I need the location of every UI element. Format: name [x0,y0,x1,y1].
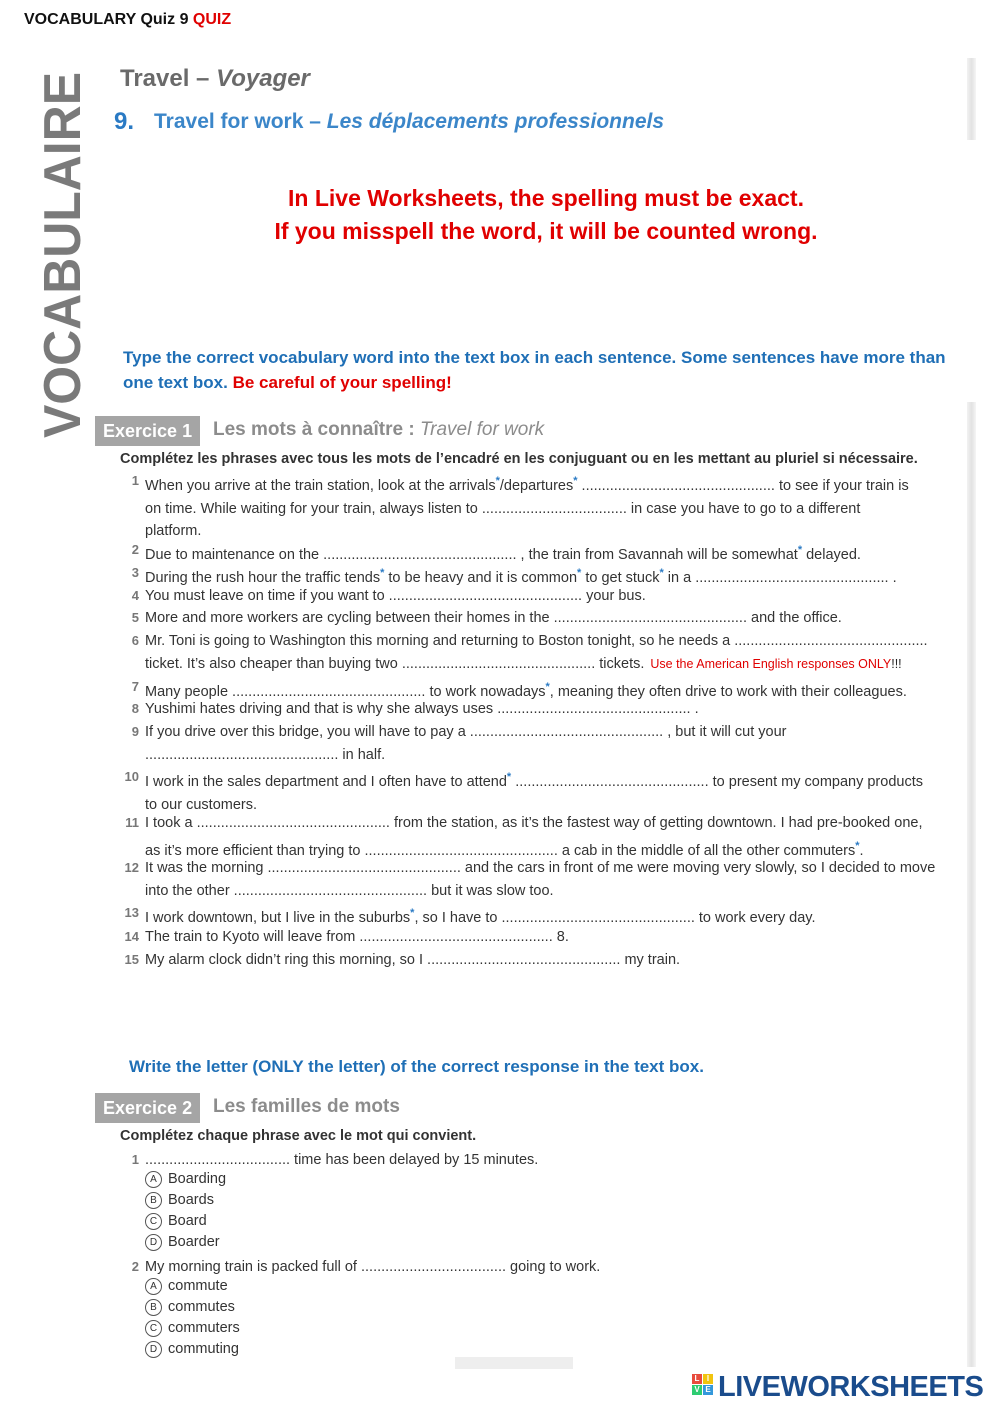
answer-option [145,1169,226,1190]
question-item [121,857,961,903]
question-item [121,812,961,862]
option-text: commuters [168,1320,240,1336]
note-emphasis: !!! [891,656,902,671]
scan-artifact [455,1357,573,1369]
answer-option [145,1211,207,1232]
question-text: If you drive over this bridge, you will have to pay a ................................................ , but it will cut your [145,724,787,740]
question-text: ................................................ in half. [145,746,386,763]
question-stem: .................................... time has been delayed by 15 minutes. [145,1152,539,1168]
chapter-title: Travel – Voyager [120,65,310,92]
exercise-2-instruction: Complétez chaque phrase avec le mot qui convient. [120,1128,477,1144]
spelling-warning: In Live Worksheets, the spelling must be exact. If you misspell the word, it will be counted wrong. [274,185,818,244]
option-text: Boarding [168,1171,227,1187]
glossary-marker: * [545,681,550,693]
question-number: 11 [125,815,139,830]
answer-option [145,1190,214,1211]
question-item [121,585,961,608]
mc-question [121,1149,961,1172]
glossary-marker: * [659,567,664,579]
glossary-marker: * [573,475,578,487]
logo-tile: I [703,1374,713,1384]
option-text: commuting [168,1341,239,1357]
answer-option [145,1339,239,1360]
glossary-marker: * [495,475,500,487]
question-text: I took a ................................................ from the station, as it’s the fastest way of getting downtown. I had pre-booked one, [145,815,923,831]
question-text: During the rush hour the traffic tends* to be heavy and it is common* to get stuck* in a ................................................ . [145,567,897,586]
option-letter: C [145,1213,162,1230]
question-text: When you arrive at the train station, look at the arrivals*/departures* ................................................ to see if your train is [145,475,909,494]
question-item [121,470,961,543]
question-text: ticket. It’s also cheaper than buying two ................................................ tickets. [145,655,645,672]
question-number: 6 [131,633,139,648]
exercise-2-title: Les familles de mots [213,1096,400,1117]
glossary-marker: * [506,771,512,783]
question-text: as it’s more efficient than trying to ................................................ a cab in the middle of all the other commuters*. [145,839,864,859]
question-text: into the other ................................................ but it was slow too. [145,882,554,899]
option-text: Boards [168,1192,214,1208]
glossary-marker: * [380,567,385,579]
vocabulaire-side-label [14,70,94,440]
glossary-marker: * [797,544,803,556]
question-number: 10 [124,769,139,784]
section-title: Travel for work – Les déplacements professionnels [154,110,665,133]
question-text: I work downtown, but I live in the suburbs*, so I have to ................................................ to work every day. [145,907,816,926]
question-number: 2 [131,542,139,557]
question-item [121,721,961,767]
question-text: platform. [145,523,202,540]
option-letter: B [145,1192,162,1209]
answer-option [145,1276,228,1297]
question-number: 9 [131,724,139,739]
question-item [121,698,961,721]
question-number: 1 [131,473,139,488]
answer-option [145,1232,220,1253]
answer-option [145,1297,235,1318]
exercise-1-instruction: Complétez les phrases avec tous les mots de l’encadré en les conjuguant ou en les mettant au pluriel si nécessaire. [120,451,918,467]
question-text: More and more workers are cycling between their homes in the ................................................ and the office. [145,610,842,626]
question-item [121,949,961,972]
logo-tile: V [692,1385,702,1395]
option-text: Board [168,1213,207,1229]
page-header [24,11,231,29]
question-text: It was the morning ................................................ and the cars in front of me were moving very slowly, so I decided to move [145,860,936,876]
option-text: commutes [168,1299,235,1315]
question-number: 3 [131,565,139,580]
scan-edge-shadow [967,402,976,1367]
logo-tile: E [703,1385,713,1395]
logo-tile: L [692,1374,702,1384]
question-text: Many people ................................................ to work nowadays*, meaning they often drive to work with their colleagues. [145,681,907,700]
question-number: 5 [131,610,139,625]
option-letter: A [145,1171,162,1188]
question-text: Yushimi hates driving and that is why she always uses ................................................ . [145,701,699,717]
mc-question [121,1256,961,1279]
option-letter: D [145,1341,162,1358]
instruction-exercise-1: Type the correct vocabulary word into the text box in each sentence. Some sentences have more than one text box. Be careful of your spelling! [123,348,946,392]
question-item [121,926,961,949]
exercise-1-label: Exercice 1 [95,416,200,446]
question-text: on time. While waiting for your train, always listen to .................................... in case you have to go to a different [145,500,861,517]
exercise-2-label: Exercice 2 [95,1093,200,1123]
option-text: Boarder [168,1234,220,1250]
header-title: VOCABULARY Quiz 9 [24,11,189,28]
scan-edge-shadow [967,58,976,140]
side-label-text: VOCABULAIRE [34,70,92,438]
option-letter: B [145,1299,162,1316]
question-item [121,766,961,816]
question-text: My alarm clock didn’t ring this morning, so I ................................................ my train. [145,952,681,968]
option-letter: C [145,1320,162,1337]
question-text: You must leave on time if you want to ................................................ your bus. [145,588,646,604]
glossary-marker: * [855,839,860,852]
question-number: 7 [131,679,139,694]
header-tag: QUIZ [192,11,232,28]
american-english-note: Use the American English responses ONLY [650,656,892,671]
question-number: 8 [131,701,139,716]
question-text: Due to maintenance on the ................................................ , the train from Savannah will be somewhat* delayed. [145,544,861,563]
question-text: to our customers. [145,796,258,813]
question-number: 12 [124,860,139,875]
section-number: 9. [114,108,135,135]
instruction-exercise-2: Write the letter (ONLY the letter) of the correct response in the text box. [129,1057,704,1076]
question-text: The train to Kyoto will leave from ................................................ 8. [145,929,569,945]
answer-option [145,1318,240,1339]
option-letter: A [145,1278,162,1295]
logo-text: LIVEWORKSHEETS [718,1371,984,1403]
exercise-1-title: Les mots à connaître : Travel for work [213,419,545,440]
question-text: Mr. Toni is going to Washington this morning and returning to Boston tonight, so he needs a ................................................ [145,633,928,649]
question-number: 2 [131,1259,139,1274]
question-number: 15 [124,952,139,967]
question-stem: My morning train is packed full of .................................... going to work. [145,1259,601,1275]
question-number: 1 [131,1152,139,1167]
question-number: 4 [131,588,139,603]
glossary-marker: * [410,907,415,919]
question-item [121,630,961,676]
question-number: 14 [124,929,139,944]
glossary-marker: * [577,567,582,579]
option-letter: D [145,1234,162,1251]
question-item [121,607,961,630]
question-number: 13 [124,905,139,920]
question-text: I work in the sales department and I often have to attend* ................................................ to present my company products [145,771,923,790]
option-text: commute [168,1278,228,1294]
